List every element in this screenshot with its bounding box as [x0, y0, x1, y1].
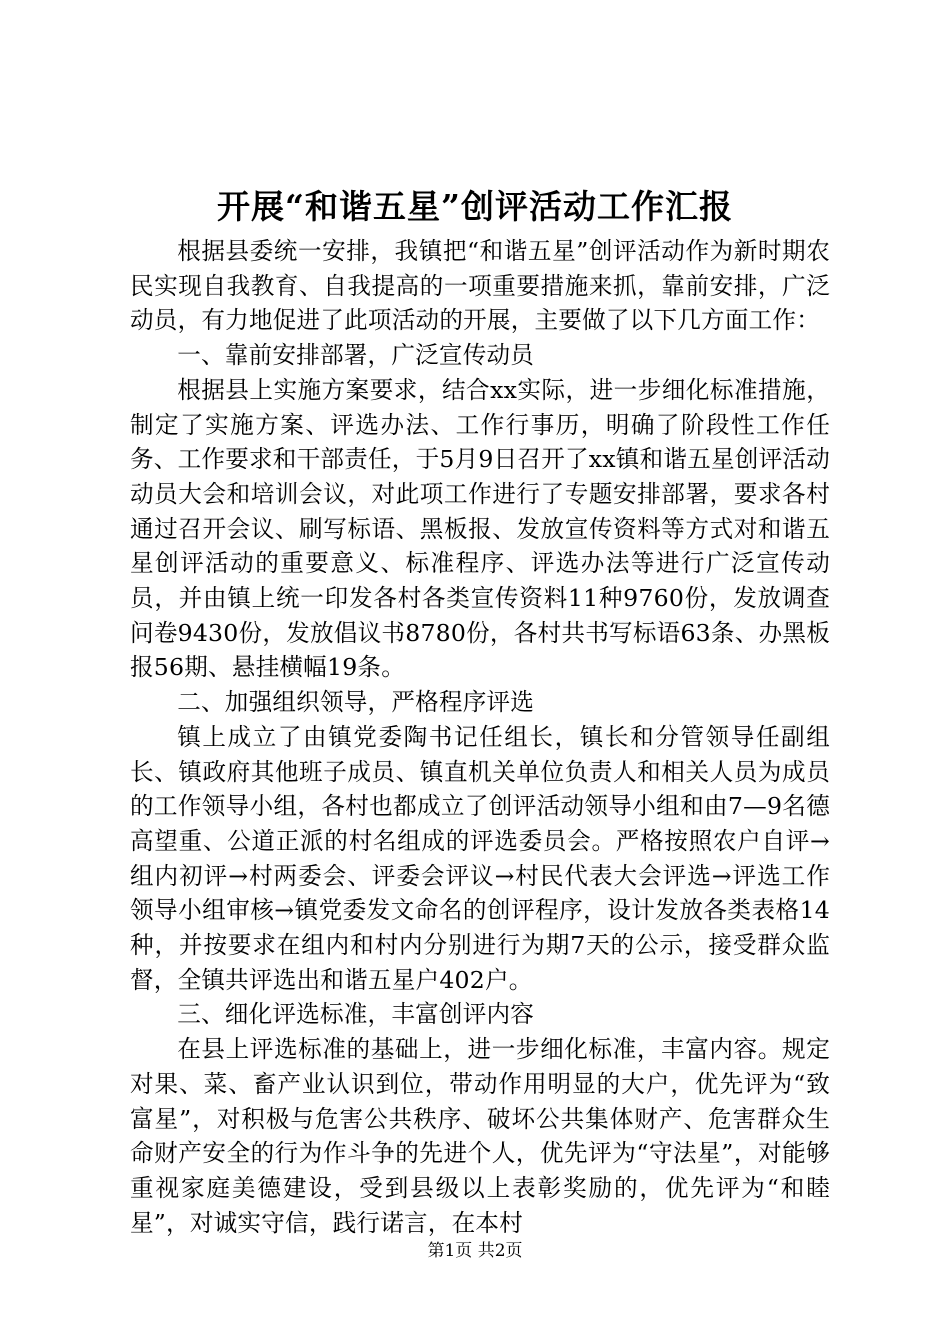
paragraph-section-3: 在县上评选标准的基础上，进一步细化标准，丰富内容。规定对果、菜、畜产业认识到位，带动作用明显的大户，优先评为“致富星”，对积极与危害公共秩序、破坏公共集体财产、危害群众生命财产安全的行为作斗争的先进个人，优先评为“守法星”，对能够重视家庭美德建设，受到县级以上表彰奖励的，优先评为“和睦星”，对诚实守信，践行诺言，在本村 [130, 1035, 830, 1237]
paragraph-intro: 根据县委统一安排，我镇把“和谐五星”创评活动作为新时期农民实现自我教育、自我提高的一项重要措施来抓，靠前安排，广泛动员，有力地促进了此项活动的开展，主要做了以下几方面工作： [130, 237, 830, 335]
document-title: 开展“和谐五星”创评活动工作汇报 [217, 187, 733, 226]
section-heading-1: 一、靠前安排部署，广泛宣传动员 [177, 341, 535, 370]
paragraph-section-2: 镇上成立了由镇党委陶书记任组长，镇长和分管领导任副组长、镇政府其他班子成员、镇直机关单位负责人和相关人员为成员的工作领导小组，各村也都成立了创评活动领导小组和由7—9名德高望重、公道正派的村名组成的评选委员会。严格按照农户自评→组内初评→村两委会、评委会评议→村民代表大会评选→评选工作领导小组审核→镇党委发文命名的创评程序，设计发放各类表格14种，并按要求在组内和村内分别进行为期7天的公示，接受群众监督，全镇共评选出和谐五星户402户。 [130, 722, 830, 994]
paragraph-section-1: 根据县上实施方案要求，结合xx实际，进一步细化标准措施，制定了实施方案、评选办法、工作行事历，明确了阶段性工作任务、工作要求和干部责任，于5月9日召开了xx镇和谐五星创评活动动员大会和培训会议，对此项工作进行了专题安排部署，要求各村通过召开会议、刷写标语、黑板报、发放宣传资料等方式对和谐五星创评活动的重要意义、标准程序、评选办法等进行广泛宣传动员，并由镇上统一印发各村各类宣传资料11种9760份，发放调查问卷9430份，发放倡议书8780份，各村共书写标语63条、办黑板报56期、悬挂横幅19条。 [130, 375, 830, 682]
section-heading-3: 三、细化评选标准，丰富创评内容 [177, 1000, 535, 1029]
section-heading-2: 二、加强组织领导，严格程序评选 [177, 688, 535, 717]
document-body [130, 234, 830, 1240]
page-number-footer: 第1页 共2页 [427, 1241, 523, 1261]
